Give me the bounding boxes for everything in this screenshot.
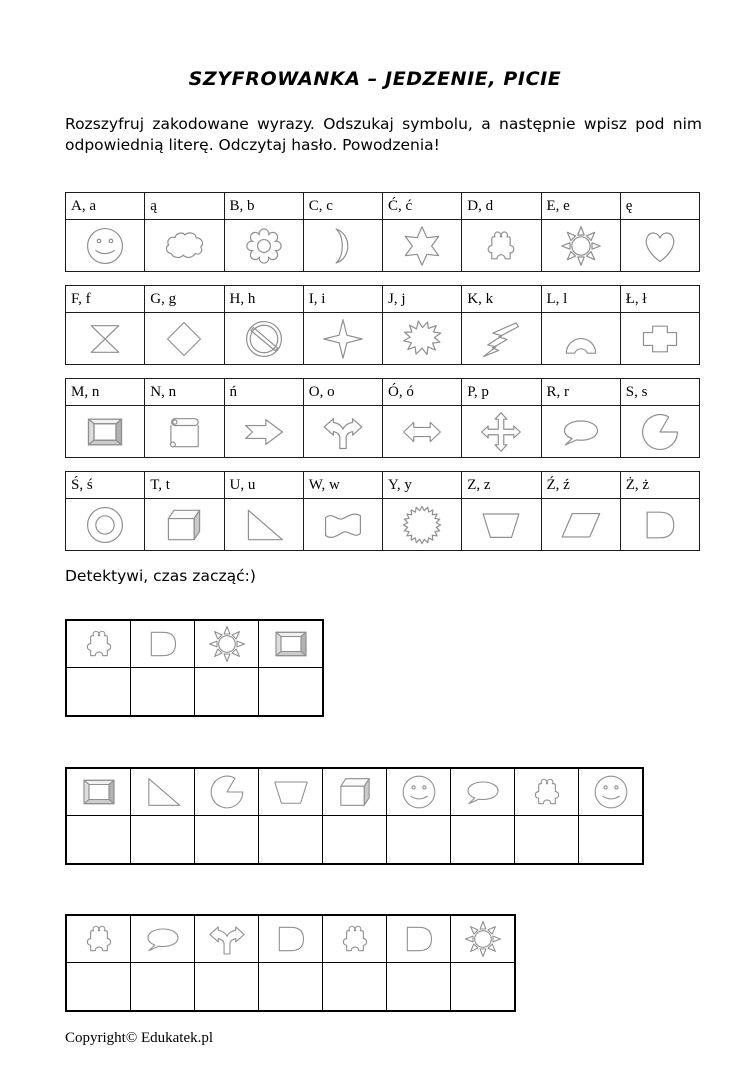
puzzle-icon (527, 772, 567, 812)
key-symbol-cell (224, 406, 303, 458)
scroll-icon (162, 410, 206, 454)
answer-letter-cell (195, 816, 259, 865)
puzzle-icon (335, 919, 375, 959)
key-symbol-cell (541, 499, 620, 551)
answer-letter-cell (579, 816, 644, 865)
frame-icon (79, 772, 119, 812)
answer-letter-cell (195, 668, 259, 717)
key-letter-label: D, d (462, 193, 541, 220)
footer-copyright: Copyright© Edukatek.pl (65, 1030, 214, 1046)
smiley-icon (399, 772, 439, 812)
cipher-key-table-4 (65, 471, 700, 551)
answer-table-3 (65, 914, 516, 1012)
answer-symbol-cell (259, 768, 323, 816)
instructions-text: Rozszyfruj zakodowane wyrazy. Odszukaj symbolu, a następnie wpisz pod nim odpowiednią literę. Odczytaj hasło. Powodzenia! (65, 115, 702, 154)
key-letter-label: L, l (541, 286, 620, 313)
trapezoid-icon (479, 503, 523, 547)
answer-symbol-cell (66, 620, 131, 668)
key-symbol-cell (145, 406, 224, 458)
speech-icon (463, 772, 503, 812)
d-shape-icon (143, 624, 183, 664)
key-symbol-cell (145, 313, 224, 365)
answer-symbol-cell (259, 915, 323, 963)
key-symbol-cell (620, 406, 699, 458)
answer-symbol-cell (66, 768, 131, 816)
answer-symbol-cell (387, 915, 451, 963)
key-symbol-cell (383, 313, 462, 365)
speech-icon (559, 410, 603, 454)
key-symbol-cell (462, 220, 541, 272)
detective-line: Detektywi, czas zacząć:) (65, 567, 256, 585)
answer-symbol-cell (579, 768, 644, 816)
donut-icon (83, 503, 127, 547)
puzzle-icon (79, 624, 119, 664)
key-symbol-cell (620, 220, 699, 272)
answer-symbol-cell (131, 768, 195, 816)
lightning-icon (479, 317, 523, 361)
answer-section (65, 619, 700, 1012)
speech-icon (143, 919, 183, 959)
key-symbol-cell (620, 499, 699, 551)
cube-icon (335, 772, 375, 812)
answer-table-2 (65, 767, 644, 865)
key-letter-label: W, w (303, 472, 382, 499)
key-symbol-cell (383, 220, 462, 272)
smiley-icon (83, 224, 127, 268)
key-letter-label: C, c (303, 193, 382, 220)
answer-symbol-cell (195, 768, 259, 816)
key-symbol-cell (383, 406, 462, 458)
answer-symbol-cell (66, 915, 131, 963)
arrow-fork-icon (321, 410, 365, 454)
answer-symbol-cell (195, 915, 259, 963)
key-letter-label: T, t (145, 472, 224, 499)
answer-letter-cell (515, 816, 579, 865)
answer-letter-cell (259, 668, 324, 717)
key-symbol-cell (224, 220, 303, 272)
answer-symbol-cell (515, 768, 579, 816)
cipher-key-table-3 (65, 378, 700, 458)
arrow-fork-icon (207, 919, 247, 959)
answer-letter-cell (131, 816, 195, 865)
answer-symbol-cell (323, 768, 387, 816)
answer-symbol-cell (451, 915, 516, 963)
key-letter-label: I, i (303, 286, 382, 313)
key-letter-label: R, r (541, 379, 620, 406)
burst-icon (400, 317, 444, 361)
hourglass-icon (83, 317, 127, 361)
puzzle-icon (79, 919, 119, 959)
key-symbol-cell (66, 220, 145, 272)
key-letter-label: Ś, ś (66, 472, 145, 499)
key-letter-label: Y, y (383, 472, 462, 499)
key-symbol-cell (145, 220, 224, 272)
key-letter-label: K, k (462, 286, 541, 313)
answer-letter-cell (66, 963, 131, 1012)
smiley-icon (591, 772, 631, 812)
cipher-key-table-1 (65, 192, 700, 272)
answer-letter-cell (451, 816, 515, 865)
cipher-key-section (65, 192, 700, 551)
heart-icon (638, 224, 682, 268)
flower-icon (242, 224, 286, 268)
sun-icon (559, 224, 603, 268)
key-symbol-cell (66, 406, 145, 458)
sun-icon (463, 919, 503, 959)
arrow-double-icon (400, 410, 444, 454)
answer-symbol-cell (323, 915, 387, 963)
key-letter-label: F, f (66, 286, 145, 313)
key-letter-label: U, u (224, 472, 303, 499)
sunburst-icon (400, 503, 444, 547)
arrow-cross-icon (479, 410, 523, 454)
key-letter-label: O, o (303, 379, 382, 406)
wave-icon (321, 503, 365, 547)
frame-icon (83, 410, 127, 454)
key-symbol-cell (462, 313, 541, 365)
key-letter-label: Ż, ż (620, 472, 699, 499)
answer-letter-cell (131, 963, 195, 1012)
d-shape-icon (271, 919, 311, 959)
triangle-icon (143, 772, 183, 812)
arrow-right-icon (242, 410, 286, 454)
key-symbol-cell (224, 313, 303, 365)
cube-icon (162, 503, 206, 547)
key-symbol-cell (303, 220, 382, 272)
rainbow-icon (559, 317, 603, 361)
key-letter-label: A, a (66, 193, 145, 220)
key-letter-label: S, s (620, 379, 699, 406)
key-letter-label: P, p (462, 379, 541, 406)
key-symbol-cell (145, 499, 224, 551)
key-symbol-cell (462, 499, 541, 551)
answer-symbol-cell (387, 768, 451, 816)
key-letter-label: Z, z (462, 472, 541, 499)
trapezoid-icon (271, 772, 311, 812)
key-letter-label: E, e (541, 193, 620, 220)
key-letter-label: G, g (145, 286, 224, 313)
answer-letter-cell (451, 963, 516, 1012)
answer-letter-cell (323, 816, 387, 865)
key-symbol-cell (303, 406, 382, 458)
key-letter-label: ę (620, 193, 699, 220)
moon-icon (321, 224, 365, 268)
key-letter-label: Ł, ł (620, 286, 699, 313)
key-letter-label: B, b (224, 193, 303, 220)
answer-letter-cell (259, 816, 323, 865)
answer-symbol-cell (259, 620, 324, 668)
key-symbol-cell (541, 406, 620, 458)
key-letter-label: Ć, ć (383, 193, 462, 220)
parallelogram-icon (559, 503, 603, 547)
answer-letter-cell (259, 963, 323, 1012)
answer-letter-cell (66, 816, 131, 865)
key-letter-label: N, n (145, 379, 224, 406)
cipher-key-table-2 (65, 285, 700, 365)
key-letter-label: Ź, ź (541, 472, 620, 499)
key-symbol-cell (541, 313, 620, 365)
answer-letter-cell (131, 668, 195, 717)
cloud-icon (162, 224, 206, 268)
key-symbol-cell (383, 499, 462, 551)
answer-symbol-cell (131, 620, 195, 668)
answer-letter-cell (387, 816, 451, 865)
key-symbol-cell (66, 499, 145, 551)
answer-table-1 (65, 619, 324, 717)
key-symbol-cell (541, 220, 620, 272)
star4-icon (321, 317, 365, 361)
diamond-icon (162, 317, 206, 361)
sun-icon (207, 624, 247, 664)
cross-icon (638, 317, 682, 361)
key-letter-label: M, n (66, 379, 145, 406)
answer-symbol-cell (131, 915, 195, 963)
pacman-icon (638, 410, 682, 454)
answer-letter-cell (66, 668, 131, 717)
key-symbol-cell (620, 313, 699, 365)
key-symbol-cell (224, 499, 303, 551)
key-letter-label: ń (224, 379, 303, 406)
puzzle-icon (479, 224, 523, 268)
d-shape-icon (399, 919, 439, 959)
key-symbol-cell (66, 313, 145, 365)
answer-symbol-cell (195, 620, 259, 668)
key-symbol-cell (303, 313, 382, 365)
star6-icon (400, 224, 444, 268)
pacman-icon (207, 772, 247, 812)
answer-symbol-cell (451, 768, 515, 816)
key-symbol-cell (303, 499, 382, 551)
answer-letter-cell (323, 963, 387, 1012)
page-title: SZYFROWANKA – JEDZENIE, PICIE (188, 68, 562, 90)
no-entry-icon (242, 317, 286, 361)
key-symbol-cell (462, 406, 541, 458)
key-letter-label: Ó, ó (383, 379, 462, 406)
answer-letter-cell (195, 963, 259, 1012)
d-shape-icon (638, 503, 682, 547)
key-letter-label: ą (145, 193, 224, 220)
key-letter-label: J, j (383, 286, 462, 313)
answer-letter-cell (387, 963, 451, 1012)
key-letter-label: H, h (224, 286, 303, 313)
frame-icon (271, 624, 311, 664)
triangle-icon (242, 503, 286, 547)
